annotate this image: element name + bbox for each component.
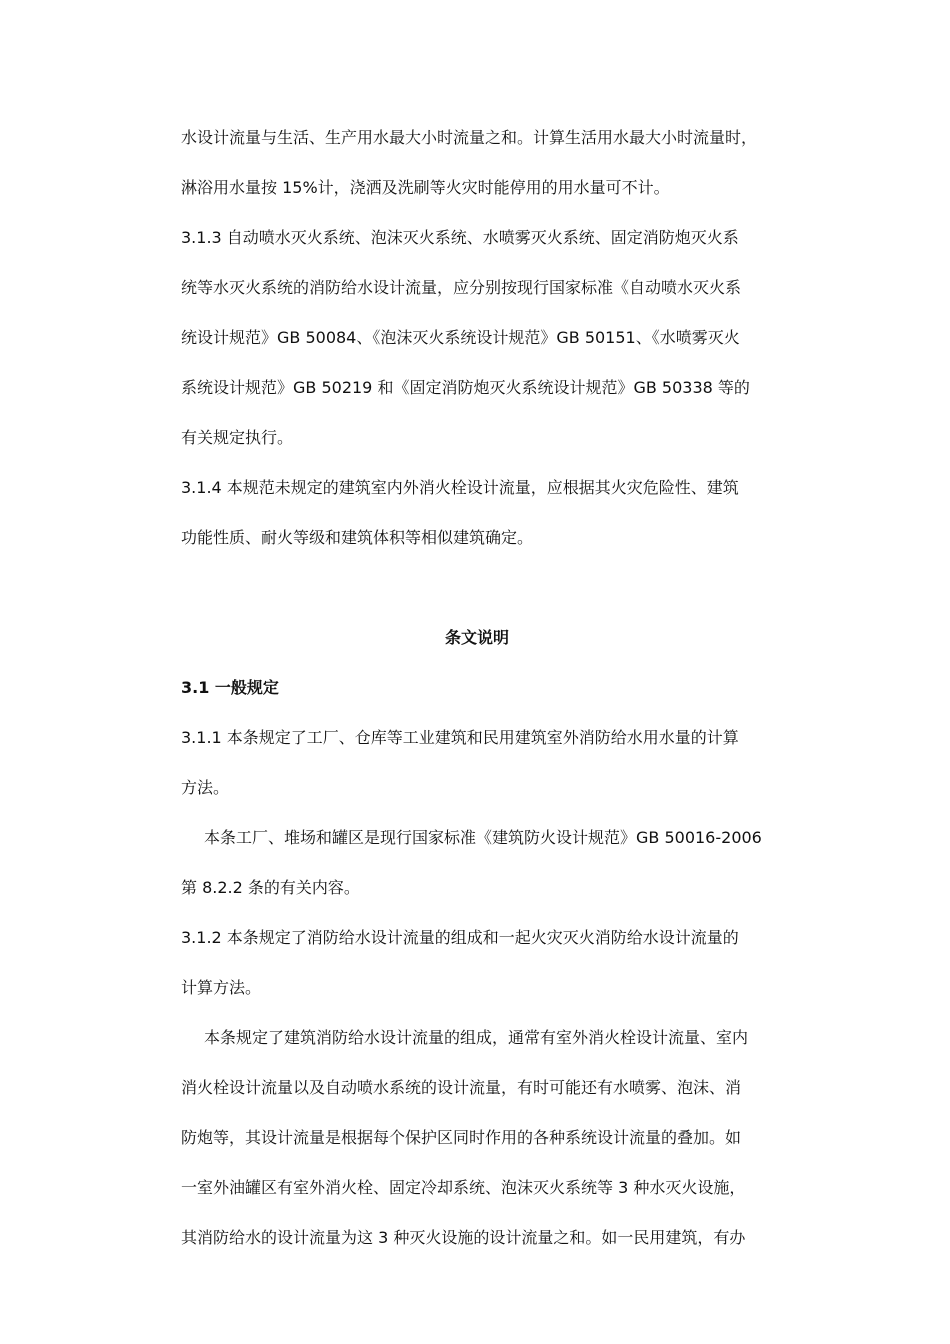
text-line: 功能性质、耐火等级和建筑体积等相似建筑确定。 xyxy=(181,528,534,547)
text-line: 消火栓设计流量以及自动喷水系统的设计流量，有时可能还有水喷雾、泡沫、消 xyxy=(181,1078,742,1097)
text-line: 其消防给水的设计流量为这 3 种灭火设施的设计流量之和。如一民用建筑，有办 xyxy=(181,1228,746,1247)
text-line: 水设计流量与生活、生产用水最大小时流量之和。计算生活用水最大小时流量时， xyxy=(181,128,758,147)
paragraph-line: 本条规定了建筑消防给水设计流量的组成，通常有室外消火栓设计流量、室内 xyxy=(204,1028,749,1047)
blank-line xyxy=(181,572,773,622)
text-line: 防炮等，其设计流量是根据每个保护区同时作用的各种系统设计流量的叠加。如 xyxy=(181,1128,742,1147)
text-line: 淋浴用水量按 15%计，浇洒及洗刷等火灾时能停用的用水量可不计。 xyxy=(181,178,670,197)
clause-3-1-3: 3.1.3 自动喷水灭火系统、泡沫灭火系统、水喷雾灭火系统、固定消防炮灭火系 xyxy=(181,228,739,247)
text-line: 系统设计规范》GB 50219 和《固定消防炮灭火系统设计规范》GB 50338 等的 xyxy=(181,378,750,397)
clause-3-1-4: 3.1.4 本规范未规定的建筑室内外消火栓设计流量，应根据其火灾危险性、建筑 xyxy=(181,478,739,497)
document-body xyxy=(181,122,773,1272)
text-line: 一室外油罐区有室外消火栓、固定冷却系统、泡沫灭火系统等 3 种水灭火设施， xyxy=(181,1178,746,1197)
clause-3-1-2: 3.1.2 本条规定了消防给水设计流量的组成和一起火灾灭火消防给水设计流量的 xyxy=(181,928,739,947)
text-line: 统等水灭火系统的消防给水设计流量，应分别按现行国家标准《自动喷水灭火系 xyxy=(181,278,742,297)
paragraph-line: 本条工厂、堆场和罐区是现行国家标准《建筑防火设计规范》GB 50016-2006 xyxy=(204,828,762,847)
text-line: 计算方法。 xyxy=(181,978,262,997)
text-line: 统设计规范》GB 50084、《泡沫灭火系统设计规范》GB 50151、《水喷雾灭火 xyxy=(181,328,740,347)
section-title: 条文说明 xyxy=(444,628,509,647)
text-line: 有关规定执行。 xyxy=(181,428,294,447)
subsection-heading: 3.1 一般规定 xyxy=(181,678,279,697)
text-line: 方法。 xyxy=(181,778,230,797)
clause-3-1-1: 3.1.1 本条规定了工厂、仓库等工业建筑和民用建筑室外消防给水用水量的计算 xyxy=(181,728,739,747)
text-line: 第 8.2.2 条的有关内容。 xyxy=(181,878,360,897)
